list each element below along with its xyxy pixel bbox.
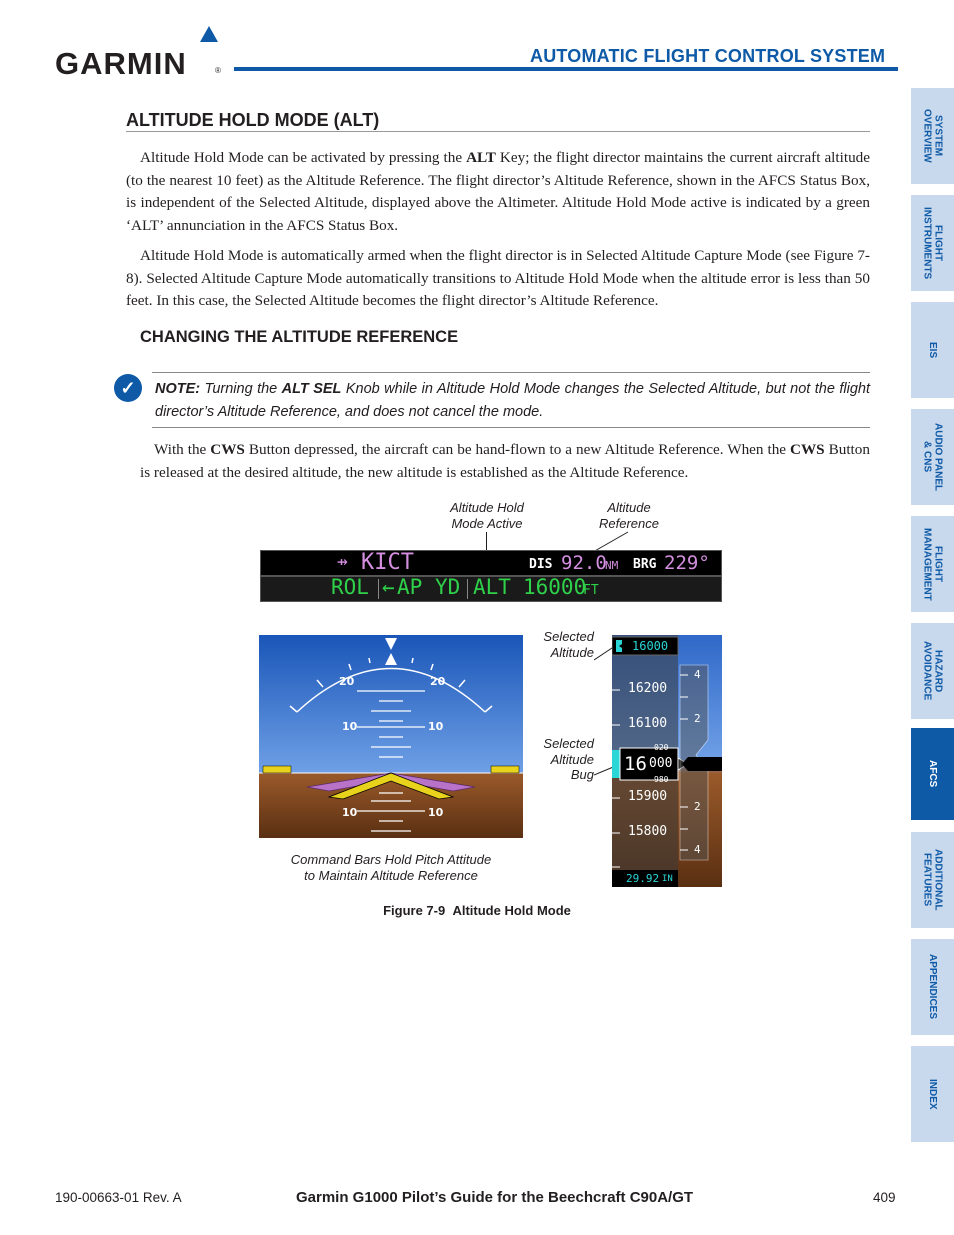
- figure-caption: [0, 903, 954, 918]
- pitch-label: 10: [342, 720, 358, 733]
- nav-status-row: [260, 550, 722, 576]
- pitch-label: 10: [342, 806, 358, 819]
- note-label: NOTE:: [155, 381, 201, 397]
- figure-title: Altitude Hold Mode: [452, 903, 571, 918]
- knob-name: ALT SEL: [281, 381, 342, 397]
- footer-title: Garmin G1000 Pilot’s Guide for the Beechcraft C90A/GT: [296, 1189, 694, 1206]
- pitch-label: 10: [428, 720, 444, 733]
- vsi-label: 4: [694, 668, 701, 681]
- attitude-graphic: [259, 635, 523, 838]
- tab-audio-panel[interactable]: [911, 409, 954, 505]
- text: Button depressed, the aircraft can be hand-flown to a new Altitude Reference. When the: [244, 441, 791, 458]
- section-title: AUTOMATIC FLIGHT CONTROL SYSTEM: [530, 46, 886, 66]
- altitude-roller-upper: 020: [654, 743, 669, 752]
- altitude-roller-lower: 980: [654, 775, 669, 784]
- callout-selected-altitude: Selected Altitude: [543, 629, 594, 660]
- page-heading: ALTITUDE HOLD MODE (ALT): [126, 110, 380, 130]
- brand-name: GARMIN: [55, 46, 187, 81]
- paragraph-3: [140, 439, 870, 484]
- header-rule: [234, 67, 898, 71]
- vsi-label: 2: [694, 712, 701, 725]
- key-name: CWS: [210, 441, 245, 458]
- altitude-reference: 16000: [523, 575, 587, 599]
- text: Button is released at the desired altitude, the new altitude is established as the Altitude Reference.: [140, 441, 870, 481]
- dis-label: DIS: [529, 557, 553, 572]
- vertical-mode: ALT: [473, 575, 511, 599]
- note-checkmark-icon: ✓: [114, 374, 142, 402]
- vsi-label: 4: [694, 843, 701, 856]
- altitude-reference-unit: FT: [583, 583, 599, 598]
- dis-value: 92.0: [561, 552, 607, 574]
- figure-number: Figure 7-9: [383, 903, 446, 918]
- selected-altitude: 16000: [632, 639, 669, 653]
- page-number: 409: [873, 1190, 896, 1205]
- tab-hazard-avoidance[interactable]: [911, 623, 954, 719]
- baro-unit: IN: [662, 874, 673, 884]
- paragraph-1: [126, 147, 870, 237]
- current-altitude-minor: 000: [649, 756, 673, 771]
- waypoint-id: KICT: [361, 550, 414, 575]
- tab-appendices[interactable]: [911, 939, 954, 1035]
- doc-number: 190-00663-01 Rev. A: [55, 1190, 182, 1205]
- yd-annunciation: YD: [435, 575, 461, 599]
- tab-label: ADDITIONAL FEATURES: [921, 849, 944, 911]
- pitch-label: 20: [430, 675, 446, 688]
- tab-label: FLIGHT MANAGEMENT: [921, 527, 944, 601]
- text: Turning the: [200, 381, 282, 397]
- note-rule-top: [152, 372, 870, 373]
- tab-label: SYSTEM OVERVIEW: [921, 109, 944, 163]
- baro-setting: 29.92: [626, 872, 660, 885]
- brg-label: BRG: [633, 557, 657, 572]
- tab-label: APPENDICES: [927, 954, 938, 1020]
- tab-label: HAZARD AVOIDANCE: [921, 641, 944, 701]
- current-altitude-major: 16: [624, 753, 647, 775]
- garmin-triangle-icon: [200, 26, 218, 42]
- text: Knob while in Altitude Hold Mode changes the Selected Altitude, but not the flight director’s Altitude Reference, and does not cancel the mode.: [155, 381, 870, 420]
- ap-arrow-icon: ←: [382, 575, 395, 599]
- lateral-mode: ROL: [331, 575, 369, 599]
- tab-flight-instruments[interactable]: [911, 195, 954, 291]
- tape-label: 16200: [628, 681, 668, 696]
- registered-mark: ®: [215, 66, 221, 75]
- key-name: ALT: [466, 149, 496, 166]
- afcs-status-box: [260, 550, 722, 602]
- tape-label: 15900: [628, 789, 668, 804]
- tab-label: INDEX: [927, 1078, 938, 1110]
- text: Altitude Hold Mode can be activated by pressing the: [140, 149, 467, 166]
- divider: [467, 579, 468, 599]
- afcs-mode-row: [260, 576, 722, 602]
- heading-rule: [126, 131, 870, 132]
- pitch-label: 10: [428, 806, 444, 819]
- callout-command-bars: Command Bars Hold Pitch Attitude to Maintain Altitude Reference: [290, 852, 492, 883]
- callout-selected-altitude-bug: Selected Altitude Bug: [543, 736, 594, 782]
- subheading: CHANGING THE ALTITUDE REFERENCE: [140, 328, 459, 346]
- altimeter: [612, 635, 722, 887]
- key-name: CWS: [790, 441, 825, 458]
- tab-label: AFCS: [927, 760, 938, 788]
- tab-label: EIS: [927, 341, 938, 359]
- attitude-indicator: [259, 635, 523, 838]
- vsi-label: 2: [694, 800, 701, 813]
- brg-value: 229°: [664, 552, 710, 574]
- tab-afcs[interactable]: [911, 728, 954, 820]
- dis-unit: NM: [605, 559, 619, 572]
- callout-alt-hold-active: Altitude Hold Mode Active: [450, 500, 524, 531]
- tab-label: FLIGHT INSTRUMENTS: [921, 206, 944, 280]
- text: With the: [154, 441, 211, 458]
- tape-label: 16100: [628, 716, 668, 731]
- tab-system-overview[interactable]: [911, 88, 954, 184]
- divider: [378, 579, 379, 599]
- paragraph-2: Altitude Hold Mode is automatically armed when the flight director is in Selected Altitude Capture Mode (see Figure 7-8). Selected Altitude Capture Mode automatically transitions to Altitude Hold Mode when the altitude error is less than 50 feet. In this case, the Selected Altitude becomes the flight director’s Altitude Reference.: [126, 247, 870, 309]
- tab-index[interactable]: [911, 1046, 954, 1142]
- pitch-label: 20: [339, 675, 355, 688]
- garmin-logo: [55, 26, 221, 81]
- note-rule-bottom: [152, 427, 870, 428]
- text: Key; the flight director maintains the current aircraft altitude (to the nearest 10 feet) as the Altitude Reference. The flight director’s Altitude Reference, shown in the AFCS Status Box, is independent of the Selected Altitude, displayed above the Altimeter. Altitude Hold Mode active is indicated by a green ‘ALT’ annunciation in the AFCS Status Box.: [126, 149, 870, 234]
- callout-alt-reference: Altitude Reference: [599, 500, 659, 531]
- tab-eis[interactable]: [911, 302, 954, 398]
- direct-to-icon: ⇸: [337, 551, 348, 572]
- tape-label: 15800: [628, 824, 668, 839]
- ap-annunciation: AP: [397, 575, 423, 599]
- tab-label: AUDIO PANEL & CNS: [921, 422, 944, 492]
- note-text: [155, 378, 870, 423]
- tab-flight-management[interactable]: [911, 516, 954, 612]
